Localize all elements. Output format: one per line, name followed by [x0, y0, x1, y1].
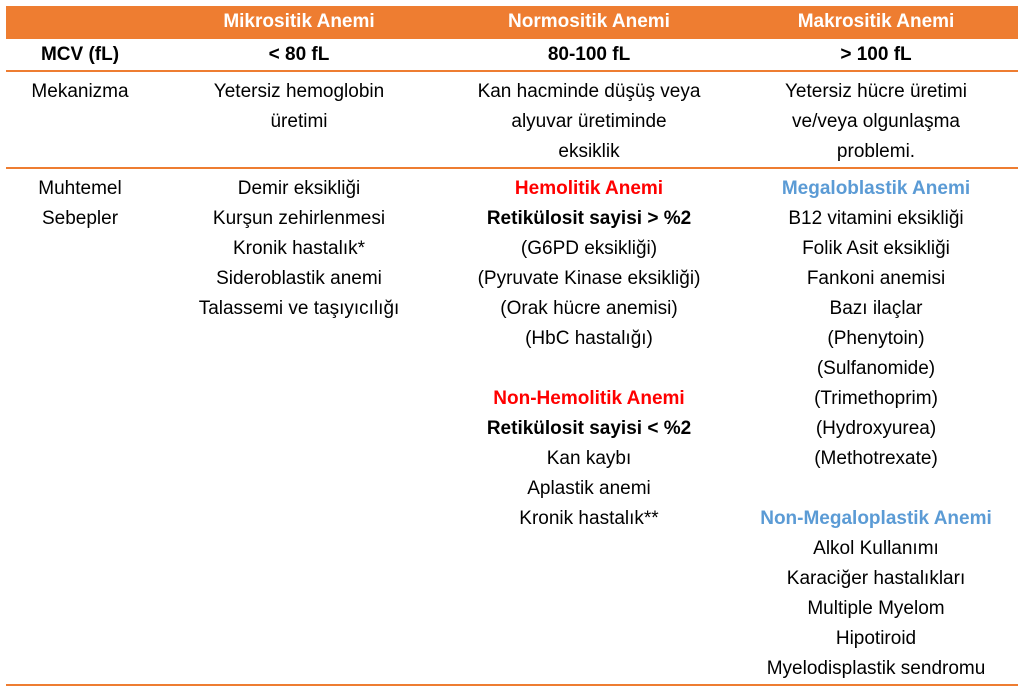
causes-microcytic: [154, 168, 444, 685]
mcv-macrocytic: > 100 fL: [734, 38, 1018, 71]
cause-item: (G6PD eksikliği): [520, 238, 658, 259]
cause-item: Demir eksikliği: [237, 178, 361, 199]
mechanism-microcytic: [154, 71, 444, 168]
cause-item: (Phenytoin): [827, 328, 925, 349]
mechanism-microcytic-line: Yetersiz hemoglobin: [213, 81, 385, 102]
mechanism-microcytic-line: üretimi: [270, 111, 328, 132]
cause-item: Alkol Kullanımı: [813, 538, 939, 559]
cause-item: (Methotrexate): [814, 448, 938, 469]
mcv-microcytic: < 80 fL: [154, 38, 444, 71]
cause-item: Kronik hastalık*: [232, 238, 365, 259]
mechanism-normocytic-line: Kan hacminde düşüş veya: [477, 81, 701, 102]
cause-item: (Orak hücre anemisi): [500, 298, 678, 319]
header-macrocytic: Makrositik Anemi: [734, 6, 1018, 38]
hemolytic-anemia-title: Hemolitik Anemi: [514, 178, 664, 199]
cause-item: Folik Asit eksikliği: [802, 238, 950, 259]
mcv-label: MCV (fL): [6, 38, 154, 71]
mechanism-macrocytic-line: problemi.: [836, 141, 916, 162]
cause-item: (Sulfanomide): [816, 358, 936, 379]
mechanism-macrocytic: [734, 71, 1018, 168]
causes-label-line: Sebepler: [41, 208, 119, 229]
megaloblastic-anemia-title: Megaloblastik Anemi: [781, 178, 971, 199]
cause-item: Hipotiroid: [835, 628, 917, 649]
hemolytic-reticulocyte-count: Retikülosit sayisi > %2: [486, 208, 692, 229]
cause-item: Kronik hastalık**: [519, 508, 659, 529]
cause-item: Myelodisplastik sendromu: [766, 658, 986, 679]
causes-label: [6, 168, 154, 685]
mcv-row: [6, 38, 1018, 71]
header-row: [6, 6, 1018, 38]
mechanism-label: Mekanizma: [31, 81, 129, 102]
cause-item: Multiple Myelom: [807, 598, 945, 619]
header-corner-cell: [6, 6, 154, 38]
cause-item: Kurşun zehirlenmesi: [212, 208, 386, 229]
nonhemolytic-reticulocyte-count: Retikülosit sayisi < %2: [486, 418, 692, 439]
section-spacer: [444, 354, 734, 384]
cause-item: (Pyruvate Kinase eksikliği): [477, 268, 701, 289]
cause-item: (HbC hastalığı): [525, 328, 653, 349]
cause-item: (Hydroxyurea): [815, 418, 937, 439]
nonhemolytic-anemia-title: Non-Hemolitik Anemi: [493, 388, 685, 409]
cause-item: B12 vitamini eksikliği: [788, 208, 964, 229]
cause-item: Talassemi ve taşıyıcılığı: [198, 298, 400, 319]
mechanism-normocytic-line: alyuvar üretiminde: [511, 111, 667, 132]
causes-label-line: Muhtemel: [38, 178, 122, 199]
cause-item: (Trimethoprim): [814, 388, 938, 409]
cause-item: Fankoni anemisi: [806, 268, 946, 289]
mechanism-row: [6, 71, 1018, 168]
causes-macrocytic: [734, 168, 1018, 685]
anemia-classification-table: [6, 6, 1018, 686]
causes-normocytic: [444, 168, 734, 685]
mechanism-macrocytic-line: Yetersiz hücre üretimi: [785, 81, 967, 102]
mcv-normocytic: 80-100 fL: [444, 38, 734, 71]
cause-item: Bazı ilaçlar: [829, 298, 923, 319]
mechanism-normocytic: [444, 71, 734, 168]
cause-item: Sideroblastik anemi: [216, 268, 382, 289]
cause-item: Aplastik anemi: [527, 478, 651, 499]
nonmegaloblastic-anemia-title: Non-Megaloplastik Anemi: [760, 508, 992, 529]
causes-row: [6, 168, 1018, 685]
section-spacer: [734, 474, 1018, 504]
header-microcytic: Mikrositik Anemi: [154, 6, 444, 38]
cause-item: Kan kaybı: [546, 448, 632, 469]
mechanism-normocytic-line: eksiklik: [558, 141, 620, 162]
cause-item: Karaciğer hastalıkları: [786, 568, 966, 589]
header-normocytic: Normositik Anemi: [444, 6, 734, 38]
mechanism-macrocytic-line: ve/veya olgunlaşma: [792, 111, 960, 132]
